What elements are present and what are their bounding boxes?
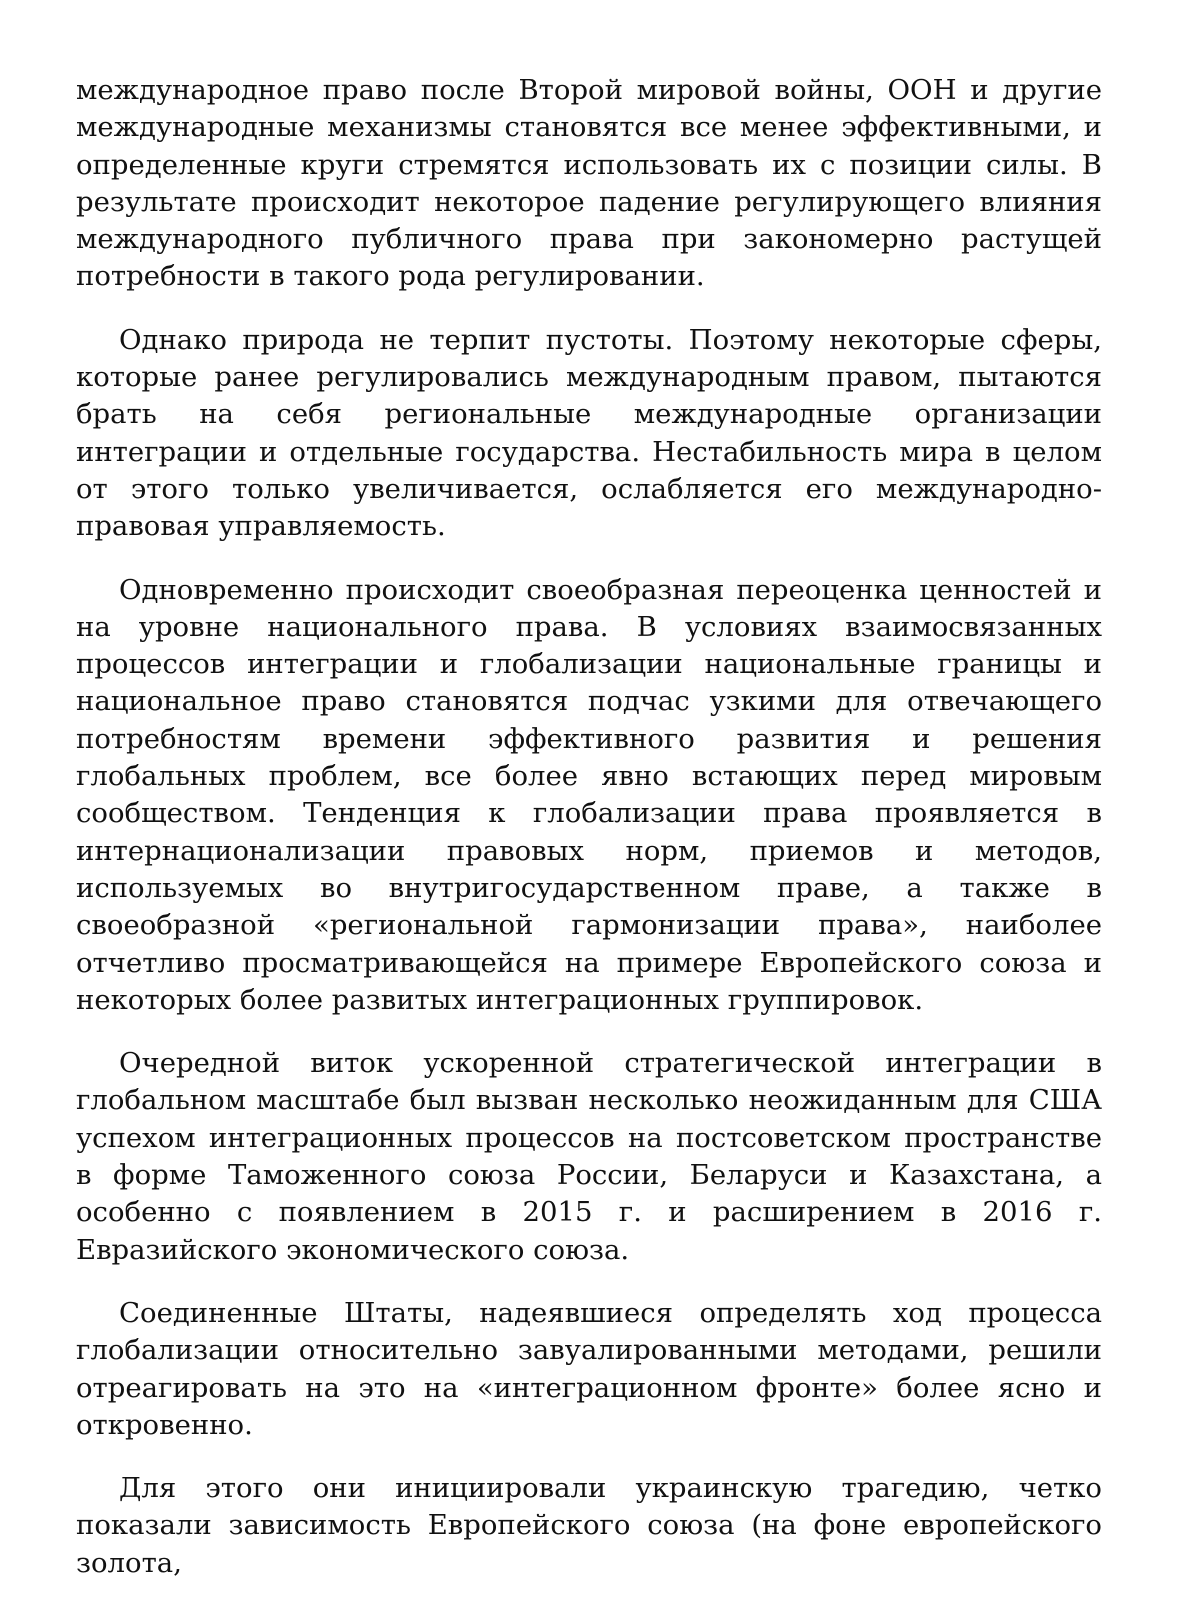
paragraph: Однако природа не терпит пустоты. Поэтому некоторые сферы, которые ранее регулировались международным правом, пытаются брать на себя региональные международные организации интеграции и отдельные государства. Нестабильность мира в целом от этого только увеличивается, ослабляется его международно-правовая управляемость. [76, 323, 1102, 543]
paragraph: Соединенные Штаты, надеявшиеся определять ход процесса глобализации относительно завуалированными методами, решили отреагировать на это на «интеграционном фронте» более ясно и откровенно. [76, 1296, 1102, 1441]
paragraph-truncated: Для этого они инициировали украинскую трагедию, четко показали зависимость Европейского союза (на фоне европейского золота, [76, 1472, 1102, 1579]
paragraph: Одновременно происходит своеобразная переоценка ценностей и на уровне национального права. В условиях взаимосвязанных процессов интеграции и глобализации национальные границы и национальное право становятся подчас узкими для отвечающего потребностям времени эффективного развития и решения глобальных проблем, все более явно встающих перед мировым сообществом. Тенденция к глобализации права проявляется в интернационализации правовых норм, приемов и методов, используемых во внутригосударственном праве, а также в своеобразной «региональной гармонизации права», наиболее отчетливо просматривающейся на примере Европейского союза и некоторых более развитых интеграционных группировок. [76, 573, 1102, 1016]
document-body [76, 72, 1102, 1582]
paragraph: Очередной виток ускоренной стратегической интеграции в глобальном масштабе был вызван несколько неожиданным для США успехом интеграционных процессов на постсоветском пространстве в форме Таможенного союза России, Беларуси и Казахстана, а особенно с появлением в 2015 г. и расширением в 2016 г. Евразийского экономического союза. [76, 1047, 1102, 1266]
paragraph-continued: международное право после Второй мировой войны, ООН и другие международные механизмы становятся все менее эффективными, и определенные круги стремятся использовать их с позиции силы. В результате происходит некоторое падение регулирующего влияния международного публичного права при закономерно растущей потребности в такого рода регулировании. [76, 74, 1102, 293]
